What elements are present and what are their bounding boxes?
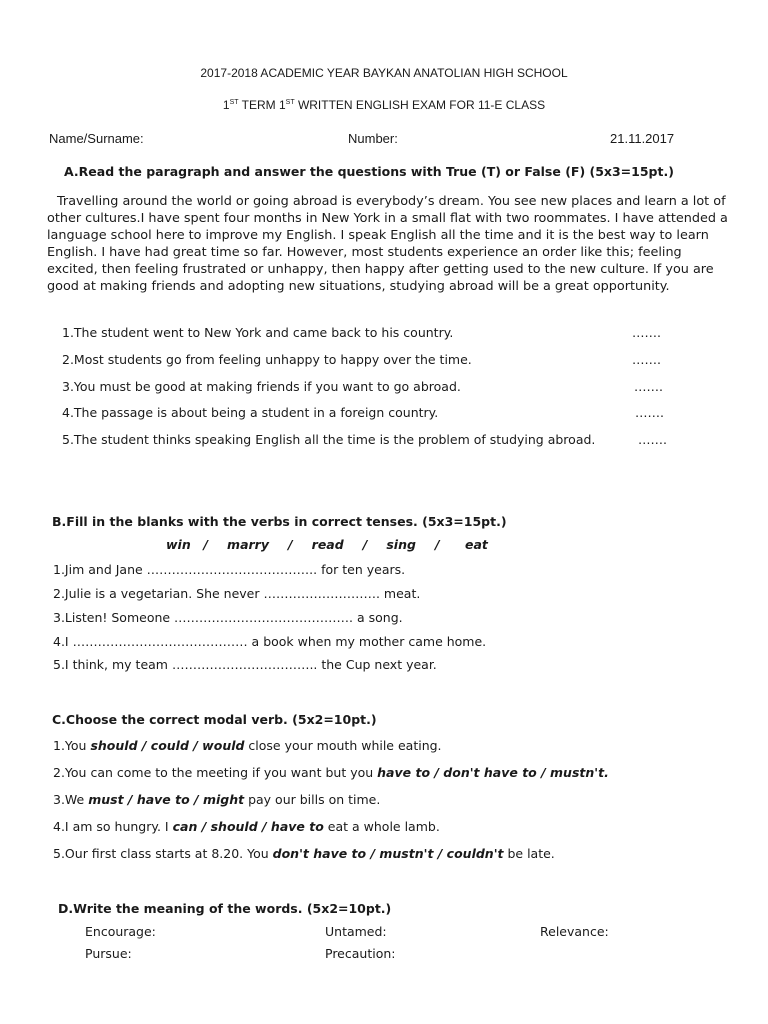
fill-item-b4: 4.I …………………………………… a book when my mother came home. [53,634,487,649]
modal-item-c3-pre: 3.We [53,792,89,807]
word-precaution: Precaution: [325,946,396,961]
answer-blank-a2: ……. [632,352,661,367]
question-a3: 3.You must be good at making friends if you want to go abroad. [62,379,461,394]
modal-item-c2-options: have to / don't have to / mustn't. [377,765,609,780]
modal-item-c1-pre: 1.You [53,738,91,753]
section-a-title: A.Read the paragraph and answer the questions with True (T) or False (F) (5x3=15pt.) [64,164,674,179]
fill-item-b5: 5.I think, my team …………………………….. the Cup next year. [53,657,437,672]
section-d-title: D.Write the meaning of the words. (5x2=10pt.) [58,901,392,916]
fill-item-b1: 1.Jim and Jane ………………………………….. for ten years. [53,562,406,577]
modal-item-c4-options: can / should / have to [172,819,324,834]
modal-item-c1 [53,738,442,753]
answer-blank-a4: ……. [635,405,664,420]
number-label: Number: [348,131,398,146]
modal-item-c1-options: should / could / would [90,738,245,753]
section-c-title: C.Choose the correct modal verb. (5x2=10pt.) [52,712,377,727]
section-a-paragraph: Travelling around the world or going abroad is everybody’s dream. You see new places and learn a lot of other cultures.I have spent four months in New York in a small flat with two roommates. I have attended a language school here to improve my English. I speak English all the time and it is the best way to learn English. I have had great time so far. However, most students experience an order like this; feeling excited, then feeling frustrated or unhappy, then happy after getting used to the new culture. If you are good at making friends and adopting new situations, studying abroad will be a great opportunity. [47,194,728,294]
exam-title-part3: WRITTEN ENGLISH EXAM FOR 11-E CLASS [294,98,546,112]
question-a5: 5.The student thinks speaking English all the time is the problem of studying abroad. [62,432,596,447]
exam-title-part2: TERM 1 [238,98,286,112]
exam-title-sup2: ST [285,99,295,106]
modal-item-c5-post: be late. [503,846,555,861]
modal-item-c1-post: close your mouth while eating. [244,738,442,753]
answer-blank-a1: ……. [632,325,661,340]
fill-item-b3: 3.Listen! Someone ……………………………………. a song. [53,610,403,625]
exam-title-sup1: ST [229,99,239,106]
answer-blank-a3: ……. [634,379,663,394]
exam-title [0,98,768,112]
question-a4: 4.The passage is about being a student in a foreign country. [62,405,439,420]
school-title: 2017-2018 ACADEMIC YEAR BAYKAN ANATOLIAN HIGH SCHOOL [200,66,568,80]
exam-date: 21.11.2017 [610,131,675,146]
modal-item-c3-post: pay our bills on time. [244,792,381,807]
word-encourage: Encourage: [85,924,156,939]
section-b-title: B.Fill in the blanks with the verbs in correct tenses. (5x3=15pt.) [52,514,507,529]
word-pursue: Pursue: [85,946,132,961]
modal-item-c2-pre: 2.You can come to the meeting if you want but you [53,765,378,780]
answer-blank-a5: ……. [638,432,667,447]
exam-title-part1: 1 [222,98,230,112]
question-a1: 1.The student went to New York and came back to his country. [62,325,454,340]
name-label: Name/Surname: [49,131,144,146]
fill-item-b2: 2.Julie is a vegetarian. She never ………………………. meat. [53,586,421,601]
modal-item-c4-post: eat a whole lamb. [323,819,440,834]
question-a2: 2.Most students go from feeling unhappy to happy over the time. [62,352,472,367]
modal-item-c5-pre: 5.Our first class starts at 8.20. You [53,846,273,861]
modal-item-c4-pre: 4.I am so hungry. I [53,819,173,834]
modal-item-c5-options: don't have to / mustn't / couldn't [272,846,504,861]
word-relevance: Relevance: [540,924,609,939]
verb-list: win / marry / read / sing / eat [166,537,488,552]
modal-item-c4 [53,819,440,834]
modal-item-c2 [53,765,609,780]
modal-item-c3-options: must / have to / might [88,792,245,807]
modal-item-c3 [53,792,380,807]
word-untamed: Untamed: [325,924,387,939]
modal-item-c5 [53,846,555,861]
